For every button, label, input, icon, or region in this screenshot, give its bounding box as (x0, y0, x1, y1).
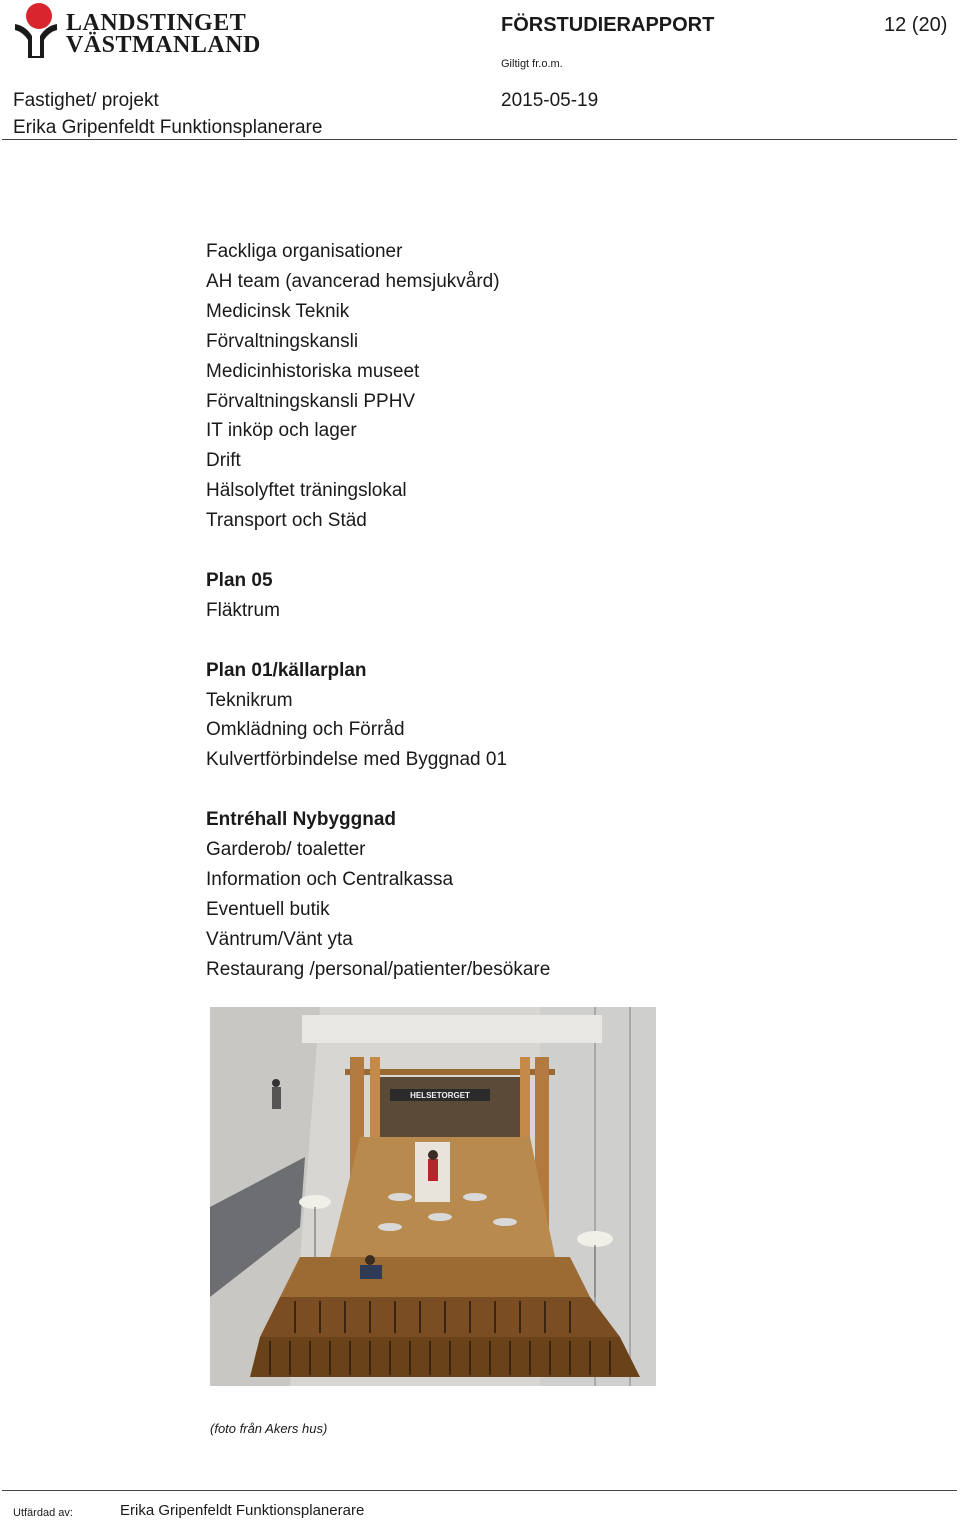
list-item: Fläktrum (206, 599, 280, 621)
document-title: FÖRSTUDIERAPPORT (501, 14, 715, 36)
section-heading-entrehall: Entréhall Nybyggnad (206, 809, 397, 831)
list-item: Medicinsk Teknik (206, 300, 350, 322)
logo-line-1: LANDSTINGET (66, 10, 247, 36)
document-body (206, 237, 906, 985)
spacer (206, 626, 906, 656)
footer-author: Erika Gripenfeldt Funktionsplanerare (120, 1502, 365, 1519)
footer-divider (2, 1490, 957, 1491)
list-item: Medicinhistoriska museet (206, 360, 420, 382)
header-author: Erika Gripenfeldt Funktionsplanerare (13, 117, 323, 138)
spacer (206, 536, 906, 566)
issued-by-label: Utfärdad av: (13, 1507, 73, 1519)
list-item: AH team (avancerad hemsjukvård) (206, 270, 500, 292)
list-item: IT inköp och lager (206, 420, 357, 442)
photo-sign: HELSETORGET (410, 1091, 470, 1100)
list-item: Förvaltningskansli PPHV (206, 390, 416, 412)
list-item: Information och Centralkassa (206, 868, 454, 890)
list-item: Omklädning och Förråd (206, 719, 405, 741)
list-item: Hälsolyftet träningslokal (206, 480, 407, 502)
project-label: Fastighet/ projekt (13, 90, 159, 111)
section-heading-plan01: Plan 01/källarplan (206, 659, 367, 681)
list-item: Kulvertförbindelse med Byggnad 01 (206, 749, 508, 771)
landstinget-logo (12, 2, 261, 62)
logo-wordmark (66, 12, 261, 56)
list-item: Restaurang /personal/patienter/besökare (206, 958, 551, 980)
logo-line-2: VÄSTMANLAND (66, 32, 261, 58)
list-item: Förvaltningskansli (206, 330, 359, 352)
list-item: Teknikrum (206, 689, 293, 711)
list-item: Garderob/ toaletter (206, 839, 366, 861)
logo-emblem-icon (12, 2, 64, 60)
header-divider (2, 139, 957, 140)
list-item: Eventuell butik (206, 898, 330, 920)
list-item: Transport och Städ (206, 510, 367, 532)
entrance-hall-photo (210, 1007, 656, 1386)
photo-caption: (foto från Akers hus) (210, 1421, 328, 1436)
page-number: 12 (20) (884, 14, 948, 36)
list-item: Fackliga organisationer (206, 241, 403, 262)
document-date: 2015-05-19 (501, 90, 599, 111)
section-heading-plan05: Plan 05 (206, 569, 273, 591)
spacer (206, 775, 906, 805)
valid-from-label: Giltigt fr.o.m. (501, 58, 563, 70)
list-item: Väntrum/Vänt yta (206, 928, 353, 950)
list-item: Drift (206, 450, 241, 472)
